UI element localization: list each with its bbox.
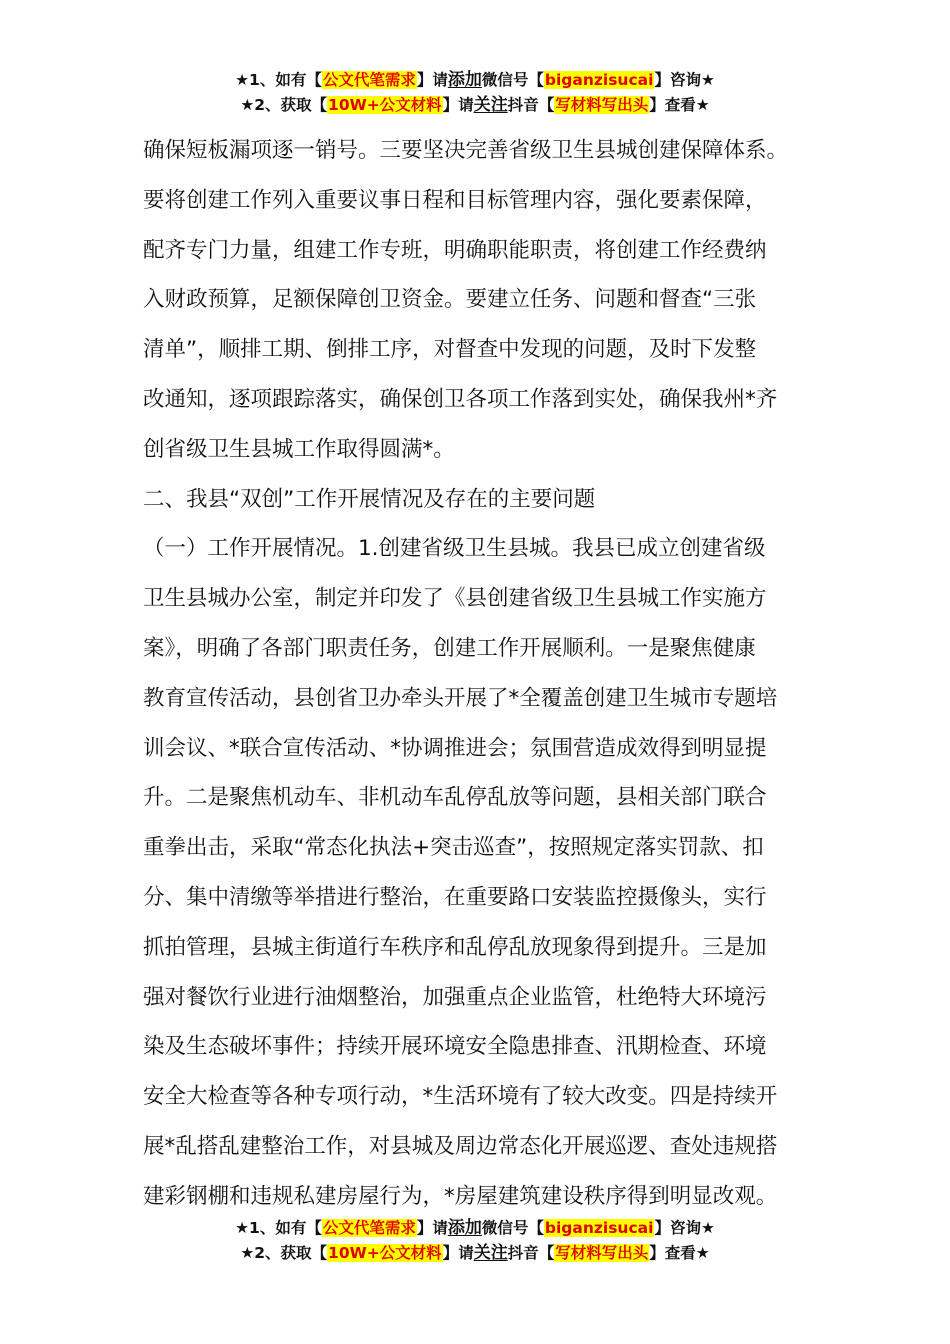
banner-text: 】请 bbox=[442, 96, 474, 114]
banner-text: 】查看★ bbox=[649, 96, 710, 114]
banner-wechat-id: biganzisucai bbox=[544, 1219, 654, 1237]
banner-text: 】请 bbox=[416, 1219, 448, 1237]
banner-line-2 bbox=[0, 93, 950, 118]
body-line: 入财政预算，足额保障创卫资金。要建立任务、问题和督查“三张 bbox=[143, 287, 757, 313]
body-line: 强对餐饮行业进行油烟整治，加强重点企业监管，杜绝特大环境污 bbox=[143, 984, 767, 1010]
banner-line-1 bbox=[0, 68, 950, 93]
body-line: 建彩钢棚和违规私建房屋行为，*房屋建筑建设秩序得到明显改观。 bbox=[143, 1183, 778, 1209]
body-line: 分、集中清缴等举措进行整治，在重要路口安装监控摄像头，实行 bbox=[143, 884, 767, 910]
header-banner bbox=[0, 68, 950, 118]
banner-text: 微信号【 bbox=[481, 71, 544, 89]
body-line: 训会议、*联合宣传活动、*协调推进会；氛围营造成效得到明显提 bbox=[143, 735, 767, 761]
banner-text: 】请 bbox=[416, 71, 448, 89]
banner-text: 抖音【 bbox=[507, 96, 555, 114]
banner-text: ★1、如有【 bbox=[235, 71, 322, 89]
banner-text: 微信号【 bbox=[481, 1219, 544, 1237]
banner-text: 】查看★ bbox=[649, 1244, 710, 1262]
banner-line-2 bbox=[0, 1241, 950, 1266]
body-line: （一）工作开展情况。1.创建省级卫生县城。我县已成立创建省级 bbox=[143, 536, 766, 562]
banner-emphasis: 关注 bbox=[473, 1243, 508, 1263]
banner-douyin-account: 写材料写出头 bbox=[555, 96, 649, 114]
banner-douyin-account: 写材料写出头 bbox=[555, 1244, 649, 1262]
banner-text: ★1、如有【 bbox=[235, 1219, 322, 1237]
banner-emphasis: 添加 bbox=[447, 70, 482, 90]
body-line: 展*乱搭乱建整治工作，对县城及周边常态化开展巡逻、查处违规搭 bbox=[143, 1133, 778, 1159]
body-line: 升。二是聚焦机动车、非机动车乱停乱放等问题，县相关部门联合 bbox=[143, 785, 767, 811]
banner-emphasis: 添加 bbox=[447, 1218, 482, 1238]
banner-emphasis: 关注 bbox=[473, 95, 508, 115]
banner-text: ★2、获取【 bbox=[240, 96, 328, 114]
body-line: 要将创建工作列入重要议事日程和目标管理内容，强化要素保障， bbox=[143, 187, 767, 213]
banner-text: 】请 bbox=[442, 1244, 474, 1262]
banner-highlight: 10W+公文材料 bbox=[328, 1244, 442, 1262]
banner-highlight: 公文代笔需求 bbox=[322, 71, 416, 89]
body-line: 配齐专门力量，组建工作专班，明确职能职责，将创建工作经费纳 bbox=[143, 237, 767, 263]
body-line: 创省级卫生县城工作取得圆满*。 bbox=[143, 436, 455, 462]
section-heading: 二、我县“双创”工作开展情况及存在的主要问题 bbox=[143, 486, 596, 512]
banner-text: 】咨询★ bbox=[654, 71, 715, 89]
footer-banner bbox=[0, 1216, 950, 1266]
banner-highlight: 公文代笔需求 bbox=[322, 1219, 416, 1237]
body-line: 清单”，顺排工期、倒排工序，对督查中发现的问题，及时下发整 bbox=[143, 337, 757, 363]
body-line: 卫生县城办公室，制定并印发了《县创建省级卫生县城工作实施方 bbox=[143, 586, 767, 612]
body-line: 染及生态破坏事件；持续开展环境安全隐患排查、汛期检查、环境 bbox=[143, 1034, 767, 1060]
body-line: 教育宣传活动，县创省卫办牵头开展了*全覆盖创建卫生城市专题培 bbox=[143, 685, 778, 711]
body-line: 重拳出击，采取“常态化执法+突击巡查”，按照规定落实罚款、扣 bbox=[143, 835, 764, 861]
body-line: 抓拍管理，县城主街道行车秩序和乱停乱放现象得到提升。三是加 bbox=[143, 934, 767, 960]
body-line: 案》，明确了各部门职责任务，创建工作开展顺利。一是聚焦健康 bbox=[143, 635, 756, 661]
banner-wechat-id: biganzisucai bbox=[544, 71, 654, 89]
banner-text: 抖音【 bbox=[507, 1244, 555, 1262]
body-line: 安全大检查等各种专项行动，*生活环境有了较大改变。四是持续开 bbox=[143, 1084, 778, 1110]
banner-text: 】咨询★ bbox=[654, 1219, 715, 1237]
banner-highlight: 10W+公文材料 bbox=[328, 96, 442, 114]
document-body bbox=[143, 126, 823, 1222]
body-line: 确保短板漏项逐一销号。三要坚决完善省级卫生县城创建保障体系。 bbox=[143, 138, 789, 163]
banner-text: ★2、获取【 bbox=[240, 1244, 328, 1262]
banner-line-1 bbox=[0, 1216, 950, 1241]
body-line: 改通知，逐项跟踪落实，确保创卫各项工作落到实处，确保我州*齐 bbox=[143, 386, 778, 412]
